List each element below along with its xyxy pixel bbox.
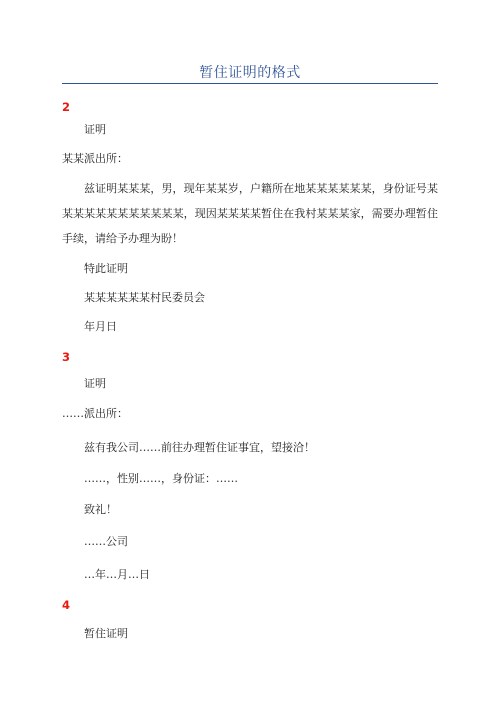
info-line: ……，性别……，身份证：…… [84, 472, 238, 485]
body-paragraph: 兹证明某某某，男，现年某某岁，户籍所在地某某某某某某，身份证号某某某某某某某某某某某某，现因某某某某暂住在我村某某某家，需要办理暂住手续，请给予办理为盼！ [62, 182, 438, 245]
document-title: 暂住证明的格式 [199, 65, 301, 81]
section-number: 2 [62, 100, 71, 114]
section-heading: 证明 [84, 123, 106, 136]
closing-line: 致礼！ [84, 503, 117, 516]
signer-line: ……公司 [84, 535, 128, 548]
section-number: 4 [62, 598, 71, 612]
date-line: …年…月…日 [84, 568, 150, 581]
section-number: 3 [62, 350, 71, 364]
addressee: 某某派出所： [62, 152, 128, 165]
title-divider [62, 83, 438, 84]
section-heading: 证明 [84, 377, 106, 390]
date-line: 年月日 [84, 320, 117, 333]
signer-line: 某某某某某某村民委员会 [84, 291, 205, 304]
section-heading: 暂住证明 [84, 627, 128, 640]
addressee: ……派出所： [62, 407, 128, 420]
body-paragraph: 兹有我公司……前往办理暂住证事宜，望接洽！ [84, 441, 315, 454]
closing-line: 特此证明 [84, 262, 128, 275]
